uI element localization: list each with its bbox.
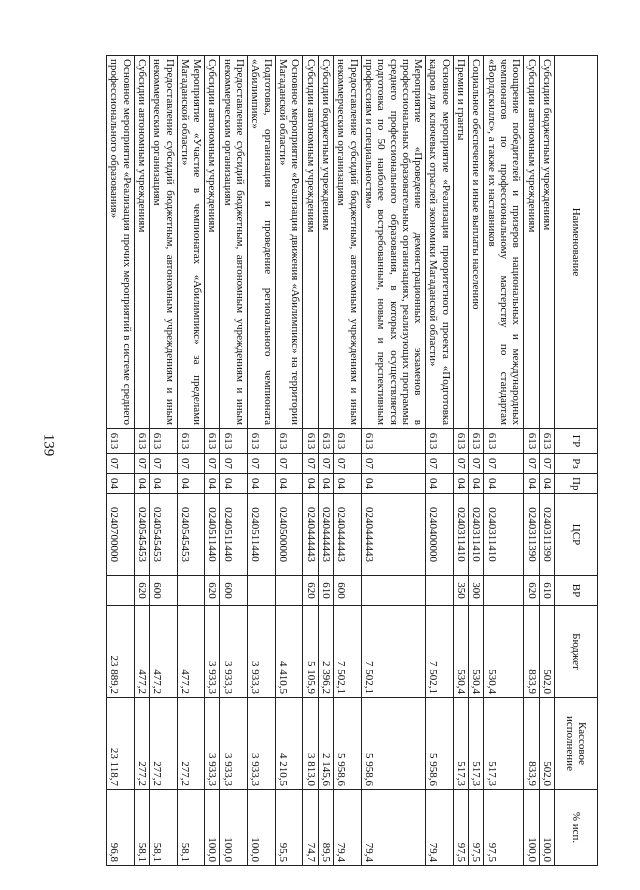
cell-rz: 07 — [469, 454, 484, 474]
header-budget: Бюджет — [555, 606, 598, 698]
header-cash: Кассовое исполнение — [555, 698, 598, 790]
table-row — [205, 56, 220, 866]
cell-pct: 74,7 — [303, 790, 318, 866]
cell-cash: 23 118,7 — [107, 698, 135, 790]
cell-cash: 5 958,6 — [426, 698, 454, 790]
cell-rz: 07 — [539, 454, 554, 474]
cell-name: Субсидии автономным учреждениям — [303, 56, 318, 429]
cell-csr: 0240400000 — [426, 494, 454, 576]
cell-rz: 07 — [275, 454, 303, 474]
table-body — [107, 56, 555, 866]
cell-csr: 0240311410 — [469, 494, 484, 576]
cell-gr: 613 — [303, 429, 318, 454]
cell-pct: 97,5 — [469, 790, 484, 866]
cell-csr: 0240444443 — [303, 494, 318, 576]
cell-gr: 613 — [539, 429, 554, 454]
rotated-page-area — [98, 55, 598, 865]
cell-csr: 0240511440 — [248, 494, 276, 576]
cell-pr: 04 — [205, 474, 220, 494]
cell-csr: 0240545453 — [149, 494, 177, 576]
table-row — [248, 56, 276, 866]
cell-rz: 07 — [149, 454, 177, 474]
cell-rz: 07 — [426, 454, 454, 474]
cell-name: Подготовка, организация и проведение регионального чемпионата «Абилимпикс» — [248, 56, 276, 429]
cell-budget: 5 105,9 — [303, 606, 318, 698]
cell-cash: 4 210,5 — [275, 698, 303, 790]
cell-pr: 04 — [318, 474, 333, 494]
cell-budget: 3 933,3 — [205, 606, 220, 698]
cell-pct: 58,1 — [149, 790, 177, 866]
rotated-table-container — [98, 55, 598, 865]
cell-budget: 7 502,1 — [334, 606, 362, 698]
table-row — [484, 56, 524, 866]
cell-budget: 502,0 — [539, 606, 554, 698]
cell-gr: 613 — [361, 429, 426, 454]
cell-vr: 610 — [318, 576, 333, 606]
table-row — [334, 56, 362, 866]
cell-cash: 517,3 — [469, 698, 484, 790]
cell-pr: 04 — [275, 474, 303, 494]
cell-csr: 0240444443 — [361, 494, 426, 576]
cell-csr: 0240511440 — [220, 494, 248, 576]
header-gr: ГР — [555, 429, 598, 454]
table-row — [453, 56, 468, 866]
cell-cash: 2 145,6 — [318, 698, 333, 790]
cell-pct: 100,0 — [205, 790, 220, 866]
cell-csr: 0240311390 — [524, 494, 539, 576]
cell-pct: 97,5 — [453, 790, 468, 866]
table-row — [134, 56, 149, 866]
cell-gr: 613 — [107, 429, 135, 454]
cell-name: Субсидии автономным учреждениям — [524, 56, 539, 429]
cell-name: Основное мероприятие «Реализация приоритетного проекта «Подготовка кадров для ключевых отраслей экономики Магаданской области» — [426, 56, 454, 429]
cell-cash: 3 933,3 — [248, 698, 276, 790]
cell-gr: 613 — [134, 429, 149, 454]
cell-pr: 04 — [426, 474, 454, 494]
cell-csr: 0240545453 — [177, 494, 205, 576]
cell-cash: 502,0 — [539, 698, 554, 790]
header-rz: Рз — [555, 454, 598, 474]
cell-gr: 613 — [484, 429, 524, 454]
cell-vr: 620 — [134, 576, 149, 606]
cell-pr: 04 — [469, 474, 484, 494]
header-name: Наименование — [555, 56, 598, 429]
cell-budget: 477,2 — [177, 606, 205, 698]
cell-vr — [426, 576, 454, 606]
cell-cash: 277,2 — [149, 698, 177, 790]
cell-cash: 277,2 — [177, 698, 205, 790]
table-row — [220, 56, 248, 866]
cell-pct: 100,0 — [539, 790, 554, 866]
cell-csr: 0240500000 — [275, 494, 303, 576]
cell-pct: 58,1 — [177, 790, 205, 866]
cell-rz: 07 — [107, 454, 135, 474]
cell-rz: 07 — [453, 454, 468, 474]
cell-pr: 04 — [334, 474, 362, 494]
cell-vr: 600 — [334, 576, 362, 606]
cell-pr: 04 — [134, 474, 149, 494]
cell-rz: 07 — [220, 454, 248, 474]
cell-pr: 04 — [107, 474, 135, 494]
cell-gr: 613 — [469, 429, 484, 454]
cell-budget: 3 933,3 — [220, 606, 248, 698]
cell-csr: 0240444443 — [318, 494, 333, 576]
cell-vr: 620 — [205, 576, 220, 606]
cell-budget: 23 889,2 — [107, 606, 135, 698]
cell-rz: 07 — [205, 454, 220, 474]
cell-budget: 7 502,1 — [361, 606, 426, 698]
cell-rz: 07 — [484, 454, 524, 474]
cell-csr: 0240311410 — [484, 494, 524, 576]
header-row — [555, 56, 598, 866]
header-pct: % исп. — [555, 790, 598, 866]
cell-pct: 79,4 — [361, 790, 426, 866]
table-row — [275, 56, 303, 866]
cell-rz: 07 — [318, 454, 333, 474]
cell-budget: 4 410,5 — [275, 606, 303, 698]
cell-vr: 350 — [453, 576, 468, 606]
cell-gr: 613 — [205, 429, 220, 454]
cell-rz: 07 — [524, 454, 539, 474]
cell-cash: 833,9 — [524, 698, 539, 790]
table-row — [107, 56, 135, 866]
cell-budget: 530,4 — [469, 606, 484, 698]
cell-pr: 04 — [484, 474, 524, 494]
cell-cash: 3 813,0 — [303, 698, 318, 790]
cell-pr: 04 — [539, 474, 554, 494]
cell-gr: 613 — [149, 429, 177, 454]
cell-cash: 5 958,6 — [334, 698, 362, 790]
cell-budget: 530,4 — [484, 606, 524, 698]
table-row — [539, 56, 554, 866]
cell-budget: 530,4 — [453, 606, 468, 698]
cell-name: Основное мероприятие «Реализация прочих мероприятий в системе среднего профессионального образования» — [107, 56, 135, 429]
cell-vr — [177, 576, 205, 606]
cell-pr: 04 — [453, 474, 468, 494]
cell-name: Основное мероприятие «Реализация движения «Абилимпикс» на территории Магаданской области» — [275, 56, 303, 429]
cell-cash: 3 933,3 — [220, 698, 248, 790]
cell-pct: 97,5 — [484, 790, 524, 866]
cell-vr: 620 — [303, 576, 318, 606]
cell-pct: 58,1 — [134, 790, 149, 866]
cell-gr: 613 — [177, 429, 205, 454]
cell-cash: 5 958,6 — [361, 698, 426, 790]
table-row — [177, 56, 205, 866]
cell-pr: 04 — [248, 474, 276, 494]
cell-cash: 277,2 — [134, 698, 149, 790]
cell-csr: 0240311410 — [453, 494, 468, 576]
cell-budget: 833,9 — [524, 606, 539, 698]
cell-cash: 3 933,3 — [205, 698, 220, 790]
cell-rz: 07 — [248, 454, 276, 474]
table-row — [469, 56, 484, 866]
cell-pr: 04 — [361, 474, 426, 494]
cell-name: Предоставление субсидий бюджетным, автономным учреждениям и иным некоммерческим организациям — [149, 56, 177, 429]
table-row — [303, 56, 318, 866]
cell-name: Социальное обеспечение и иные выплаты населению — [469, 56, 484, 429]
table-row — [318, 56, 333, 866]
cell-vr: 600 — [220, 576, 248, 606]
cell-name: Субсидии бюджетным учреждениям — [539, 56, 554, 429]
cell-gr: 613 — [524, 429, 539, 454]
cell-name: Премии и гранты — [453, 56, 468, 429]
cell-vr — [484, 576, 524, 606]
cell-rz: 07 — [361, 454, 426, 474]
cell-budget: 477,2 — [134, 606, 149, 698]
cell-vr: 600 — [149, 576, 177, 606]
cell-pr: 04 — [220, 474, 248, 494]
cell-vr — [248, 576, 276, 606]
table-row — [524, 56, 539, 866]
cell-budget: 3 933,3 — [248, 606, 276, 698]
cell-vr: 610 — [539, 576, 554, 606]
cell-pr: 04 — [524, 474, 539, 494]
cell-pct: 79,4 — [426, 790, 454, 866]
cell-csr: 0240511440 — [205, 494, 220, 576]
cell-pct: 100,0 — [220, 790, 248, 866]
budget-execution-table — [106, 55, 598, 866]
cell-cash: 517,3 — [484, 698, 524, 790]
cell-vr — [361, 576, 426, 606]
cell-vr: 300 — [469, 576, 484, 606]
cell-vr — [275, 576, 303, 606]
table-row — [149, 56, 177, 866]
cell-vr — [107, 576, 135, 606]
cell-rz: 07 — [134, 454, 149, 474]
cell-rz: 07 — [177, 454, 205, 474]
cell-name: Мероприятие «Участие в чемпионатах «Абилимпикс» за пределами Магаданской области» — [177, 56, 205, 429]
cell-csr: 0240311390 — [539, 494, 554, 576]
cell-name: Мероприятие «Проведение демонстрационных экзаменов в профессиональных образовательных организациях, реализующих программы среднего профессионального образования, в которых осуществляется подготовка по 50 наиболее востребованным, новым и перспективным профессиям и специальностям» — [361, 56, 426, 429]
table-row — [426, 56, 454, 866]
cell-pr: 04 — [149, 474, 177, 494]
cell-gr: 613 — [275, 429, 303, 454]
cell-gr: 613 — [220, 429, 248, 454]
cell-pct: 100,0 — [248, 790, 276, 866]
cell-vr: 620 — [524, 576, 539, 606]
cell-csr: 0240700000 — [107, 494, 135, 576]
cell-pr: 04 — [303, 474, 318, 494]
cell-gr: 613 — [318, 429, 333, 454]
cell-pct: 79,4 — [334, 790, 362, 866]
cell-pct: 96,8 — [107, 790, 135, 866]
cell-csr: 0240545453 — [134, 494, 149, 576]
page-number: 139 — [40, 433, 57, 457]
cell-gr: 613 — [453, 429, 468, 454]
cell-gr: 613 — [426, 429, 454, 454]
cell-budget: 7 502,1 — [426, 606, 454, 698]
cell-csr: 0240444443 — [334, 494, 362, 576]
cell-name: Поощрение победителей и призеров национальных и международных чемпионатов по профессиональному мастерству по стандартам «Ворлдскиллс», а также их наставников — [484, 56, 524, 429]
cell-pct: 100,0 — [524, 790, 539, 866]
header-csr: ЦСР — [555, 494, 598, 576]
table-header — [555, 56, 598, 866]
cell-name: Предоставление субсидий бюджетным, автономным учреждениям и иным некоммерческим организациям — [334, 56, 362, 429]
cell-cash: 517,3 — [453, 698, 468, 790]
cell-rz: 07 — [334, 454, 362, 474]
cell-gr: 613 — [334, 429, 362, 454]
cell-name: Субсидии бюджетным учреждениям — [318, 56, 333, 429]
header-vr: ВР — [555, 576, 598, 606]
cell-pr: 04 — [177, 474, 205, 494]
cell-rz: 07 — [303, 454, 318, 474]
header-pr: Пр — [555, 474, 598, 494]
cell-pct: 89,5 — [318, 790, 333, 866]
cell-name: Субсидии автономным учреждениям — [134, 56, 149, 429]
cell-name: Субсидии автономным учреждениям — [205, 56, 220, 429]
cell-gr: 613 — [248, 429, 276, 454]
cell-pct: 95,5 — [275, 790, 303, 866]
cell-name: Предоставление субсидий бюджетным, автономным учреждениям и иным некоммерческим организациям — [220, 56, 248, 429]
table-row — [361, 56, 426, 866]
cell-budget: 2 396,2 — [318, 606, 333, 698]
cell-budget: 477,2 — [149, 606, 177, 698]
